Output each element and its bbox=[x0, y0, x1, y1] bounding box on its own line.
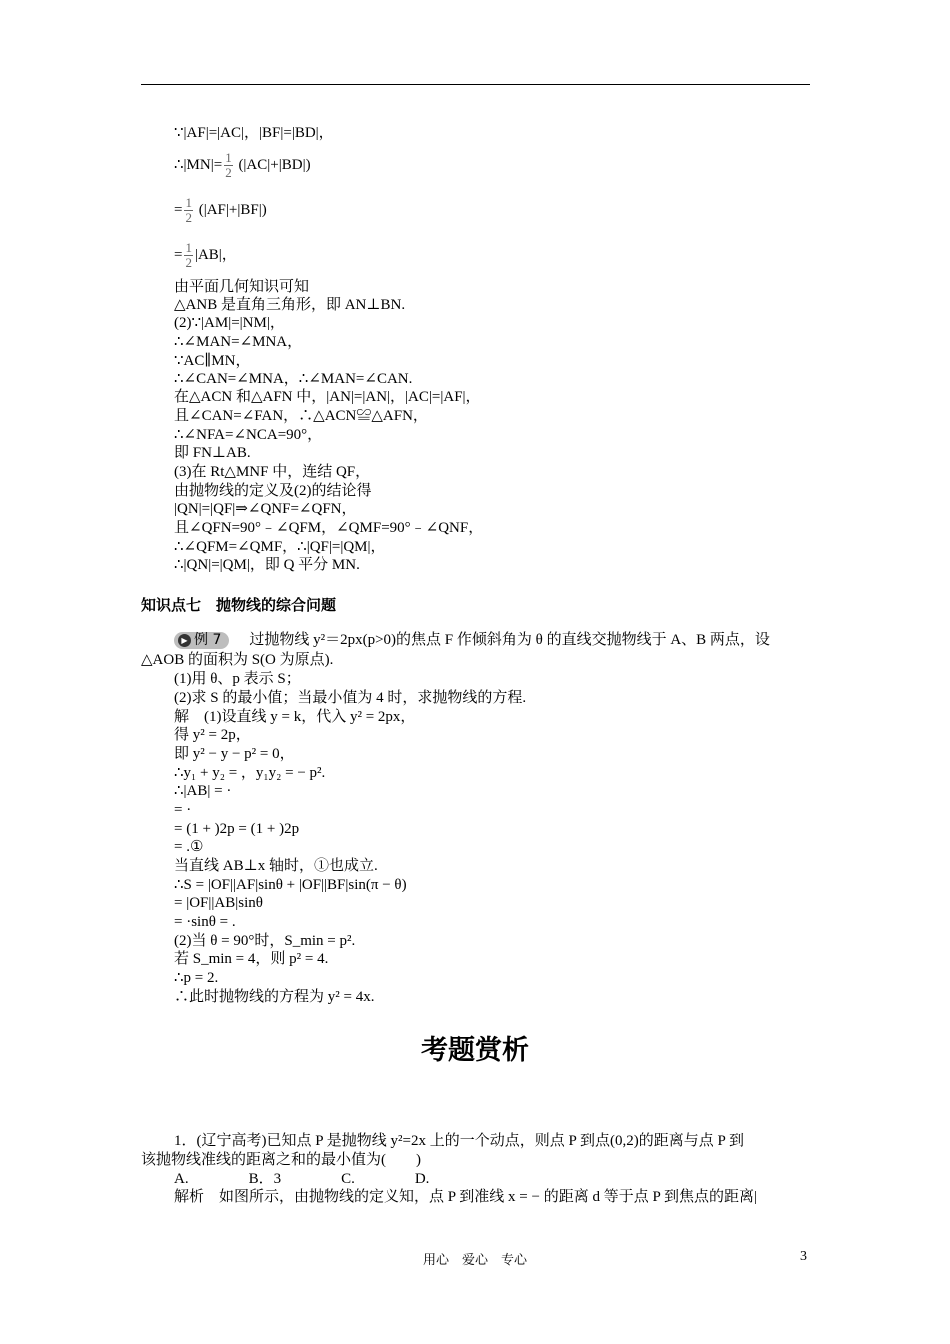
proof-line: ∵|AF|=|AC|，|BF|=|BD|， bbox=[174, 125, 334, 141]
example-question: ▶ 例 7 过抛物线 y²＝2px(p>0)的焦点 F 作倾斜角为 θ 的直线交抛物线于 A、B 两点，设 bbox=[141, 631, 810, 650]
page-heading: 考题赏析 bbox=[421, 1035, 529, 1066]
solution-line: = |OF||AB|sinθ bbox=[174, 895, 263, 911]
proof-line-fraction: = $\frac{1}{2}$ (|AF|+|BF|) bbox=[174, 195, 267, 226]
fraction-half: $\frac{1}{2}$ bbox=[185, 195, 192, 226]
exam-question-line: 该抛物线准线的距离之和的最小值为( ) bbox=[141, 1152, 421, 1168]
example-badge: ▶ 例 7 bbox=[174, 632, 229, 649]
proof-line: △ANB 是直角三角形，即 AN⊥BN. bbox=[174, 297, 406, 313]
play-icon: ▶ bbox=[178, 634, 191, 647]
proof-line: ∵AC∥MN， bbox=[174, 353, 251, 369]
solution-line: (2)当 θ = 90°时，S_min = p². bbox=[174, 933, 356, 949]
solution-line: ∴|AB| = · bbox=[174, 783, 232, 799]
example-line: △AOB 的面积为 S(O 为原点). bbox=[141, 652, 334, 668]
proof-line: (2)∵|AM|=|NM|， bbox=[174, 315, 285, 331]
proof-line: ∴|QN|=|QM|，即 Q 平分 MN. bbox=[174, 557, 360, 573]
proof-line: ∴∠QFM=∠QMF，∴|QF|=|QM|， bbox=[174, 539, 386, 555]
proof-line: 由平面几何知识可知 bbox=[174, 279, 310, 295]
solution-line: = .① bbox=[174, 839, 204, 855]
section-heading: 知识点七 抛物线的综合问题 bbox=[141, 596, 337, 614]
solution-line: = ·sinθ = . bbox=[174, 914, 236, 930]
solution-line: = (1 + )2p = (1 + )2p bbox=[174, 821, 300, 837]
solution-line: ∴p = 2. bbox=[174, 970, 219, 986]
solution-line: ∴y₁ + y₂ = ，y₁y₂ = − p². bbox=[174, 765, 326, 781]
solution-line: = · bbox=[174, 802, 192, 818]
example-line: (1)用 θ、p 表示 S； bbox=[174, 671, 301, 687]
solution-line: ∴S = |OF||AF|sinθ + |OF||BF|sin(π − θ) bbox=[174, 877, 407, 893]
fraction-half: $\frac{1}{2}$ bbox=[225, 150, 232, 181]
proof-line: (3)在 Rt△MNF 中，连结 QF， bbox=[174, 464, 371, 480]
proof-line: |QN|=|QF|⇒∠QNF=∠QFN， bbox=[174, 501, 357, 517]
page-number: 3 bbox=[800, 1249, 807, 1264]
proof-line: 且∠QFN=90°﹣∠QFM，∠QMF=90°﹣∠QNF， bbox=[174, 520, 484, 536]
proof-line: ∴∠MAN=∠MNA， bbox=[174, 334, 303, 350]
example-line: (2)求 S 的最小值；当最小值为 4 时，求抛物线的方程. bbox=[174, 690, 527, 706]
proof-line-fraction: ∴|MN|= $\frac{1}{2}$ (|AC|+|BD|) bbox=[174, 150, 311, 181]
footer-slogan: 用心 爱心 专心 bbox=[422, 1253, 527, 1268]
proof-line-fraction: = $\frac{1}{2}$ |AB|， bbox=[174, 240, 237, 271]
solution-line: ∴此时抛物线的方程为 y² = 4x. bbox=[174, 989, 375, 1005]
solution-line: 即 y² − y − p² = 0， bbox=[174, 746, 295, 762]
exam-question-line: 1．(辽宁高考)已知点 P 是抛物线 y²=2x 上的一个动点，则点 P 到点(0,2)的距离与点 P 到 bbox=[174, 1133, 745, 1149]
solution-line: 解 (1)设直线 y = k，代入 y² = 2px， bbox=[174, 709, 416, 725]
exam-analysis: 解析 如图所示，由抛物线的定义知，点 P 到准线 x = − 的距离 d 等于点 P 到焦点的距离| bbox=[174, 1189, 757, 1205]
solution-line: 得 y² = 2p， bbox=[174, 727, 251, 743]
fraction-half: $\frac{1}{2}$ bbox=[185, 240, 192, 271]
proof-line: ∴∠CAN=∠MNA，∴∠MAN=∠CAN. bbox=[174, 371, 413, 387]
proof-line: 在△ACN 和△AFN 中，|AN|=|AN|，|AC|=|AF|， bbox=[174, 389, 481, 405]
header-rule bbox=[141, 84, 810, 85]
proof-line: 且∠CAN=∠FAN，∴△ACN≌△AFN， bbox=[174, 408, 428, 424]
proof-line: 由抛物线的定义及(2)的结论得 bbox=[174, 483, 372, 499]
exam-options: A. B．3 C. D. bbox=[174, 1171, 430, 1187]
proof-line: ∴∠NFA=∠NCA=90°， bbox=[174, 427, 323, 443]
solution-line: 当直线 AB⊥x 轴时，①也成立. bbox=[174, 858, 378, 874]
proof-line: 即 FN⊥AB. bbox=[174, 445, 251, 461]
solution-line: 若 S_min = 4，则 p² = 4. bbox=[174, 951, 329, 967]
